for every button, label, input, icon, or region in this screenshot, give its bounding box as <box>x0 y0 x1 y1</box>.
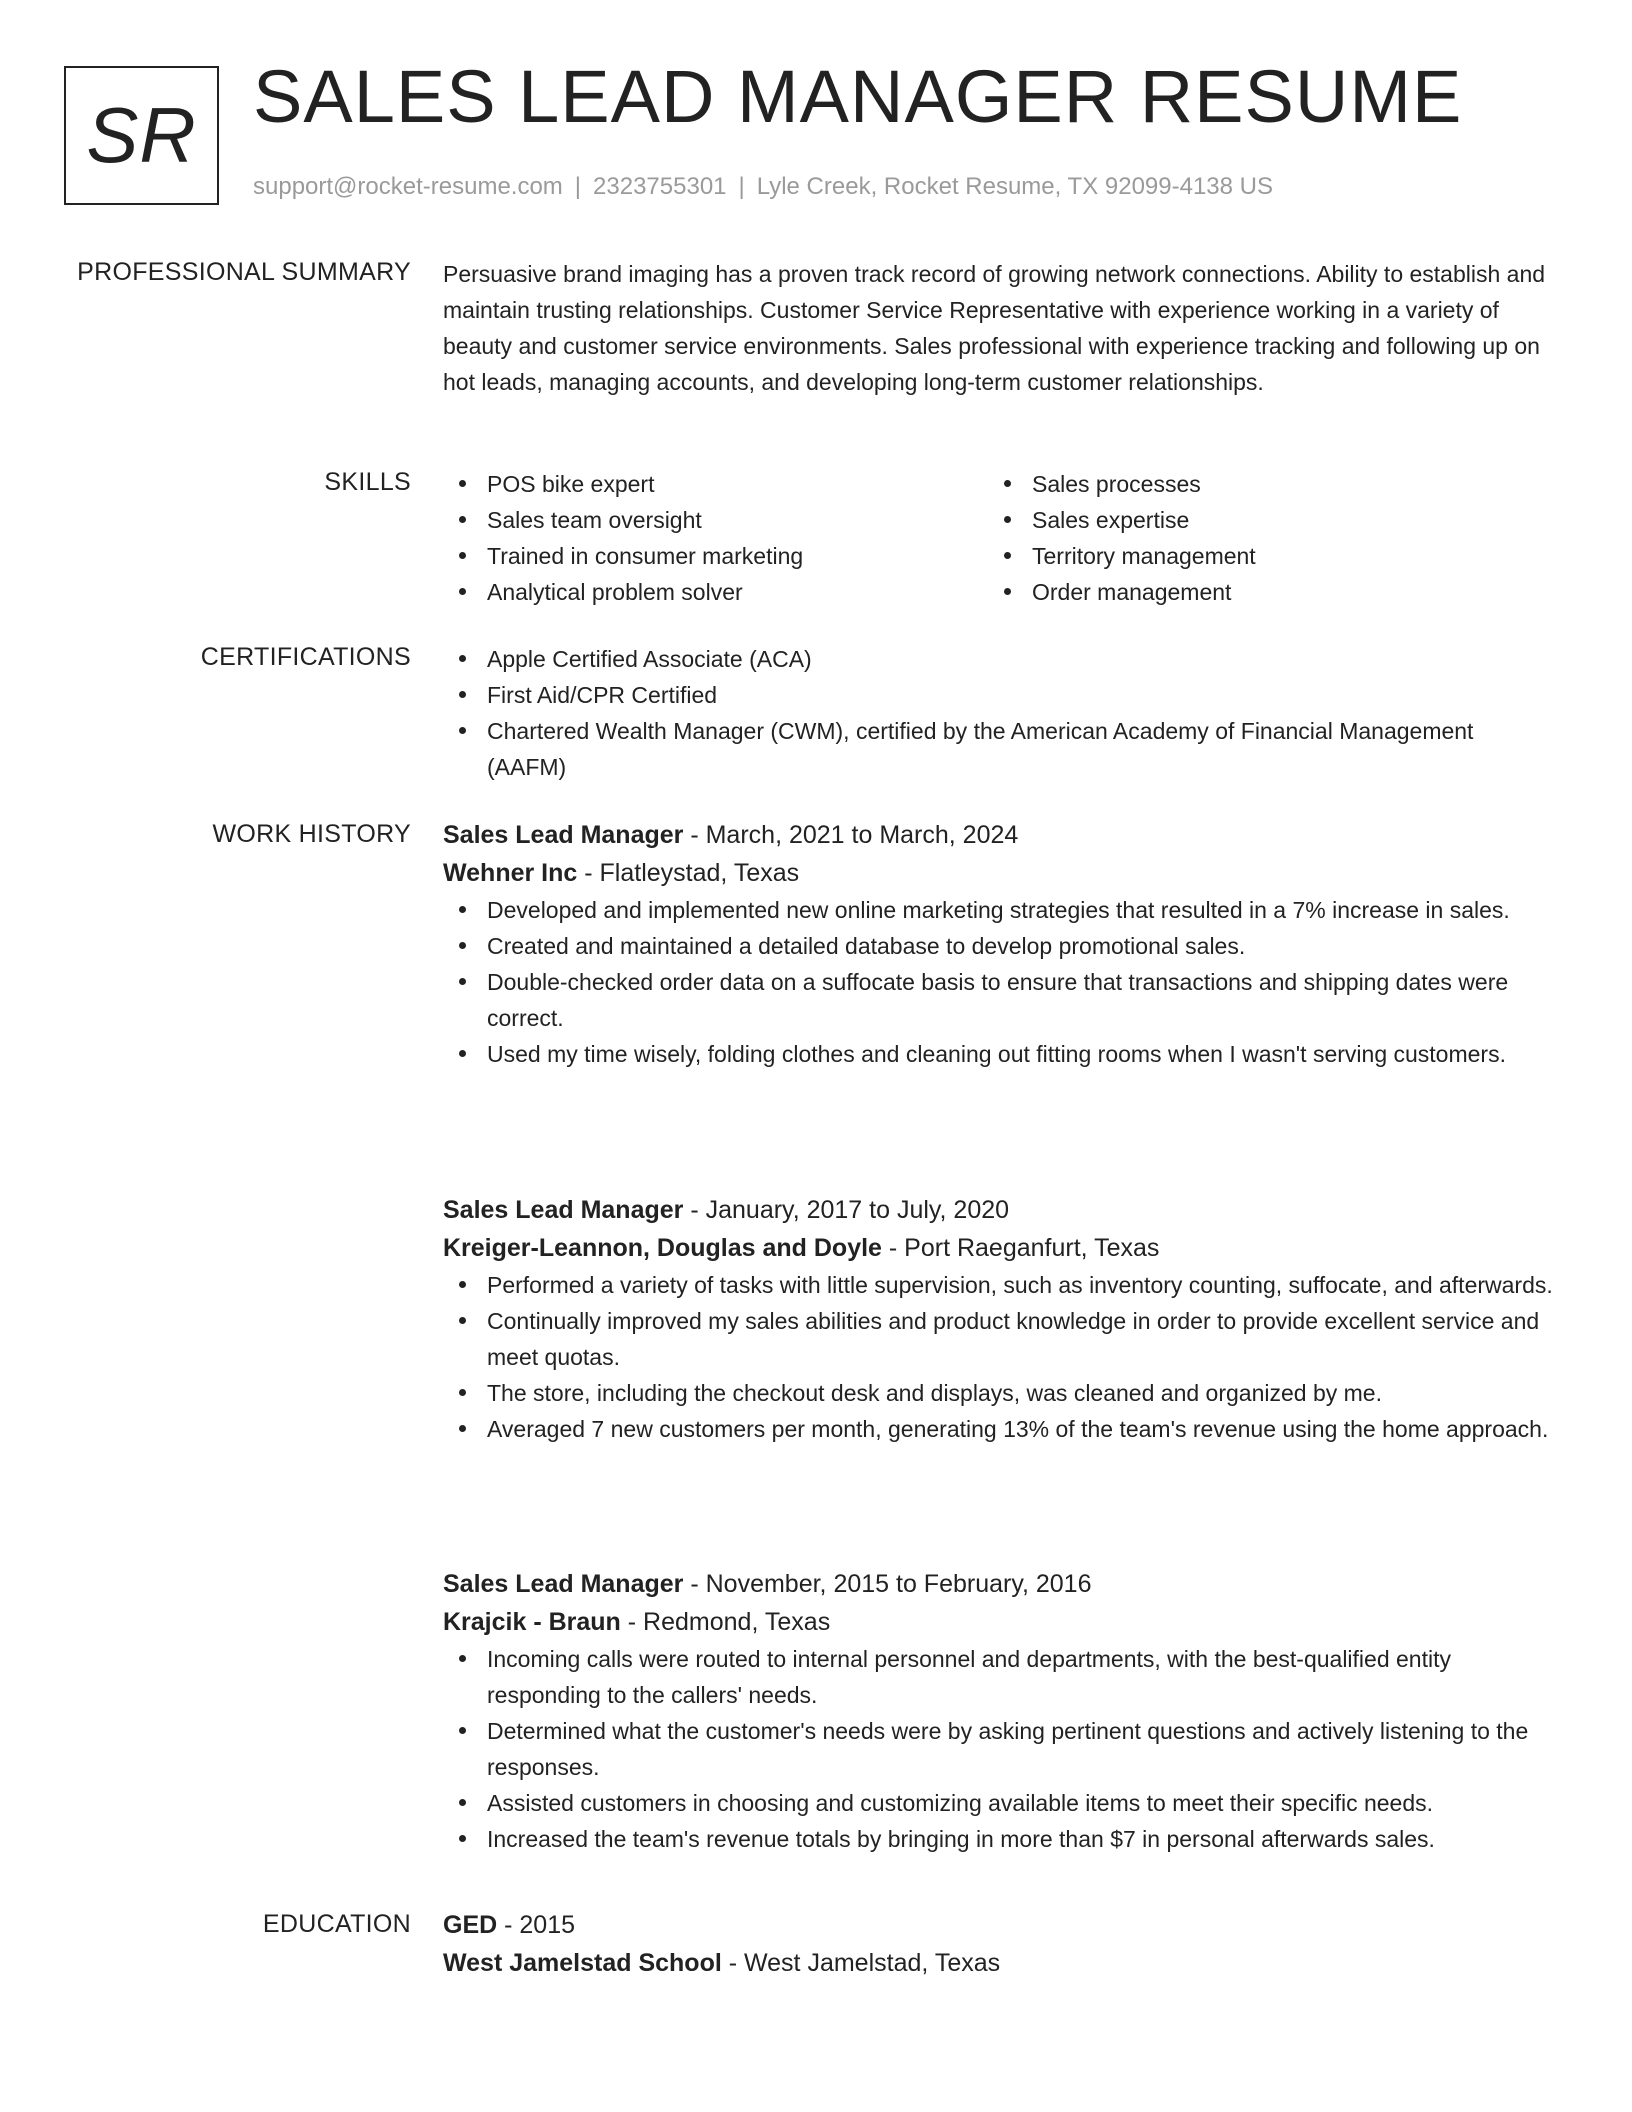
job-dates: - November, 2015 to February, 2016 <box>683 1570 1092 1598</box>
job-bullet: Incoming calls were routed to internal personnel and departments, with the best-qualified entity responding to the callers' needs. <box>443 1641 1553 1713</box>
section-label-education: EDUCATION <box>262 1910 411 1938</box>
skill-item: Sales expertise <box>988 502 1508 538</box>
job-location: - Redmond, Texas <box>620 1608 831 1636</box>
certification-item: Chartered Wealth Manager (CWM), certified by the American Academy of Financial Management (AAFM) <box>443 713 1553 785</box>
skill-item: Order management <box>988 574 1508 610</box>
education-school-line <box>443 1944 1553 1982</box>
job-company: Krajcik - Braun <box>443 1608 621 1636</box>
summary-text: Persuasive brand imaging has a proven track record of growing network connections. Ability to establish and maintain trusting relationships. Customer Service Representative with experience working in a variety of beauty and customer service environments. Sales professional with experience tracking and following up on hot leads, managing accounts, and developing long-term customer relationships. <box>443 261 1546 395</box>
job-bullet: Double-checked order data on a suffocate basis to ensure that transactions and shipping dates were correct. <box>443 964 1553 1036</box>
job-entry <box>443 1191 1553 1447</box>
job-bullets <box>443 892 1553 1072</box>
job-bullet: Performed a variety of tasks with little supervision, such as inventory counting, suffocate, and afterwards. <box>443 1267 1553 1303</box>
job-title-line <box>443 1565 1553 1603</box>
contact-phone: 2323755301 <box>593 173 727 200</box>
contact-address: Lyle Creek, Rocket Resume, TX 92099-4138 US <box>756 173 1274 200</box>
job-company-line <box>443 1603 1553 1641</box>
job-title: Sales Lead Manager <box>443 821 684 849</box>
skills-section <box>443 466 1553 616</box>
job-title-line <box>443 1191 1553 1229</box>
job-entry <box>443 1565 1553 1857</box>
job-location: - Flatleystad, Texas <box>577 859 800 887</box>
education-school: West Jamelstad School <box>443 1949 722 1977</box>
education-degree-line <box>443 1906 1553 1944</box>
education-year: - 2015 <box>497 1911 576 1939</box>
skill-item: Territory management <box>988 538 1508 574</box>
job-title-line <box>443 816 1553 854</box>
job-company-line <box>443 1229 1553 1267</box>
job-bullet: Determined what the customer's needs were by asking pertinent questions and actively listening to the responses. <box>443 1713 1553 1785</box>
job-entry <box>443 816 1553 1072</box>
job-bullet: Used my time wisely, folding clothes and cleaning out fitting rooms when I wasn't serving customers. <box>443 1036 1553 1072</box>
job-location: - Port Raeganfurt, Texas <box>881 1234 1160 1262</box>
job-dates: - January, 2017 to July, 2020 <box>683 1196 1010 1224</box>
job-company-line <box>443 854 1553 892</box>
skill-item: Analytical problem solver <box>443 574 963 610</box>
skill-item: Trained in consumer marketing <box>443 538 963 574</box>
section-label-work-history: WORK HISTORY <box>212 820 411 848</box>
contact-separator: | <box>738 173 745 200</box>
skills-column-left <box>443 466 963 610</box>
monogram-box <box>64 66 219 205</box>
job-title: Sales Lead Manager <box>443 1570 684 1598</box>
job-bullet: Assisted customers in choosing and customizing available items to meet their specific needs. <box>443 1785 1553 1821</box>
job-company: Kreiger-Leannon, Douglas and Doyle <box>443 1234 882 1262</box>
job-dates: - March, 2021 to March, 2024 <box>683 821 1019 849</box>
section-label-certifications: CERTIFICATIONS <box>200 643 411 671</box>
section-label-summary: PROFESSIONAL SUMMARY <box>77 258 411 286</box>
job-bullet: Increased the team's revenue totals by bringing in more than $7 in personal afterwards sales. <box>443 1821 1553 1857</box>
certification-item: Apple Certified Associate (ACA) <box>443 641 1553 677</box>
skills-column-right <box>988 466 1508 610</box>
job-bullets <box>443 1267 1553 1447</box>
job-bullets <box>443 1641 1553 1857</box>
resume-title: SALES LEAD MANAGER RESUME <box>253 55 1463 138</box>
contact-email: support@rocket-resume.com <box>253 173 563 200</box>
education-degree: GED <box>443 1911 498 1939</box>
skill-item: Sales processes <box>988 466 1508 502</box>
job-bullet: The store, including the checkout desk and displays, was cleaned and organized by me. <box>443 1375 1553 1411</box>
job-company: Wehner Inc <box>443 859 578 887</box>
job-bullet: Continually improved my sales abilities and product knowledge in order to provide excellent service and meet quotas. <box>443 1303 1553 1375</box>
monogram-initials: SR <box>86 91 197 179</box>
section-label-skills: SKILLS <box>324 468 411 496</box>
certifications-section <box>443 641 1553 785</box>
contact-line <box>253 173 1273 201</box>
contact-separator: | <box>574 173 582 200</box>
job-bullet: Developed and implemented new online marketing strategies that resulted in a 7% increase in sales. <box>443 892 1553 928</box>
education-entry <box>443 1906 1553 1982</box>
certification-item: First Aid/CPR Certified <box>443 677 1553 713</box>
job-bullet: Created and maintained a detailed database to develop promotional sales. <box>443 928 1553 964</box>
education-location: - West Jamelstad, Texas <box>721 1949 1001 1977</box>
job-bullet: Averaged 7 new customers per month, generating 13% of the team's revenue using the home approach. <box>443 1411 1553 1447</box>
skill-item: POS bike expert <box>443 466 963 502</box>
skill-item: Sales team oversight <box>443 502 963 538</box>
job-title: Sales Lead Manager <box>443 1196 684 1224</box>
